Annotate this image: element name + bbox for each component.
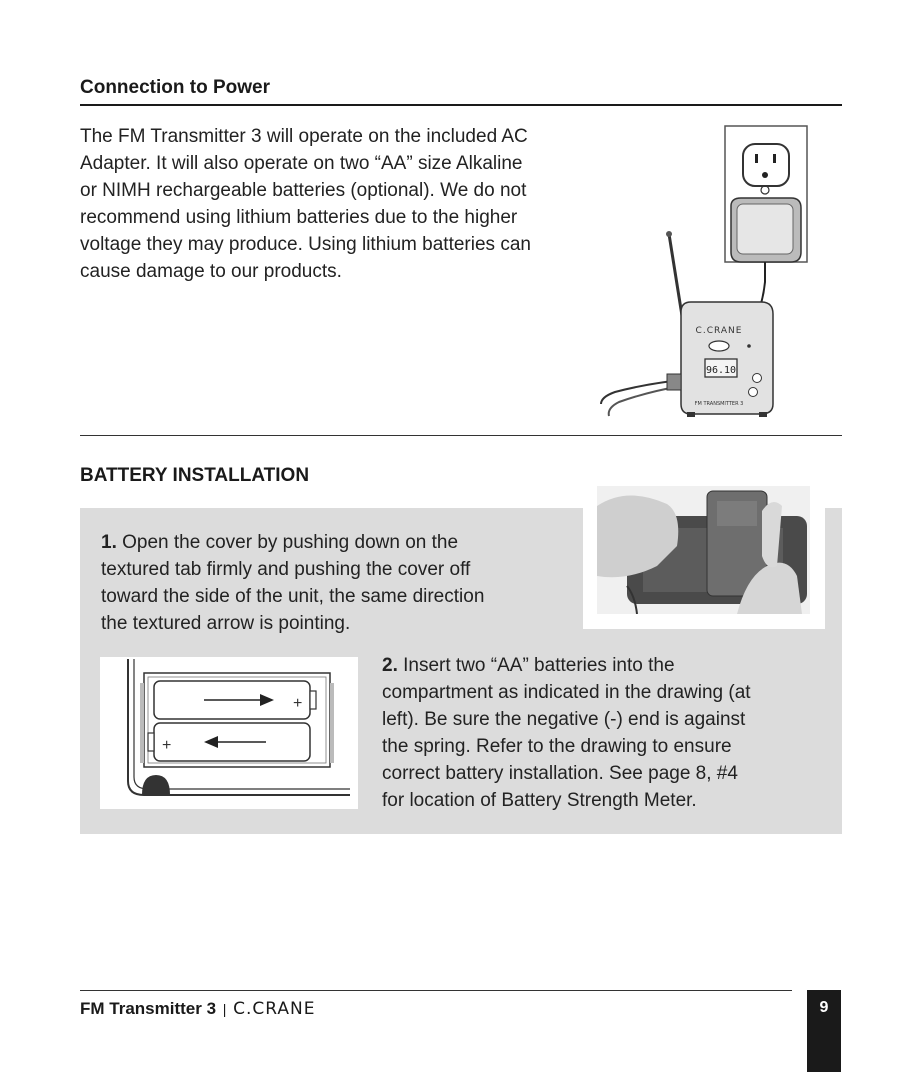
heading-rule [80, 104, 842, 106]
cover-removal-photo [597, 486, 810, 614]
step-2-line: correct battery installation. See page 8, #4 [382, 763, 738, 784]
battery-plus-top: + [293, 695, 303, 712]
step-2-number: 2. [382, 655, 398, 676]
footer-separator: | [222, 1001, 227, 1017]
step-1-line: 1. Open the cover by pushing down on the [101, 532, 459, 553]
device-model-label: FM TRANSMITTER 3 [694, 401, 744, 407]
step-2-line: for location of Battery Strength Meter. [382, 790, 697, 811]
paragraph-line: recommend using lithium batteries due to the higher [80, 207, 518, 228]
step-2-line: the spring. Refer to the drawing to ensure [382, 736, 732, 757]
section-heading-power: Connection to Power [80, 77, 270, 98]
power-paragraph [80, 123, 640, 285]
step-2-line: compartment as indicated in the drawing (at [382, 682, 751, 703]
step-1-line: toward the side of the unit, the same direction [101, 586, 485, 607]
step-2-text [382, 652, 834, 814]
step-2-line: left). Be sure the negative (-) end is against [382, 709, 746, 730]
step-1-line: textured tab firmly and pushing the cover off [101, 559, 471, 580]
paragraph-line: Adapter. It will also operate on two “AA” size Alkaline [80, 153, 523, 174]
section-heading-battery: BATTERY INSTALLATION [80, 465, 310, 486]
page-number: 9 [819, 999, 829, 1016]
step-1-number: 1. [101, 532, 117, 553]
device-display-value: 96.10 [705, 365, 737, 376]
footer-brand-logo: C.CRANE [233, 999, 316, 1019]
transmitter-outlet-illustration [595, 122, 820, 424]
device-brand-label: C.CRANE [695, 326, 743, 336]
paragraph-line: or NIMH rechargeable batteries (optional). We do not [80, 180, 527, 201]
step-1-text [101, 529, 571, 637]
paragraph-line: cause damage to our products. [80, 261, 342, 282]
battery-plus-bottom: + [162, 737, 172, 754]
step-2-line: 2. Insert two “AA” batteries into the [382, 655, 675, 676]
battery-compartment-diagram [100, 657, 358, 809]
paragraph-line: The FM Transmitter 3 will operate on the included AC [80, 126, 528, 147]
paragraph-line: voltage they may produce. Using lithium batteries can [80, 234, 531, 255]
page-number-tab [807, 990, 841, 1072]
footer-title [80, 999, 316, 1019]
section-divider [80, 435, 842, 436]
footer-product-name: FM Transmitter 3 [80, 999, 217, 1018]
step-1-line: the textured arrow is pointing. [101, 613, 351, 634]
footer-rule [80, 990, 792, 991]
